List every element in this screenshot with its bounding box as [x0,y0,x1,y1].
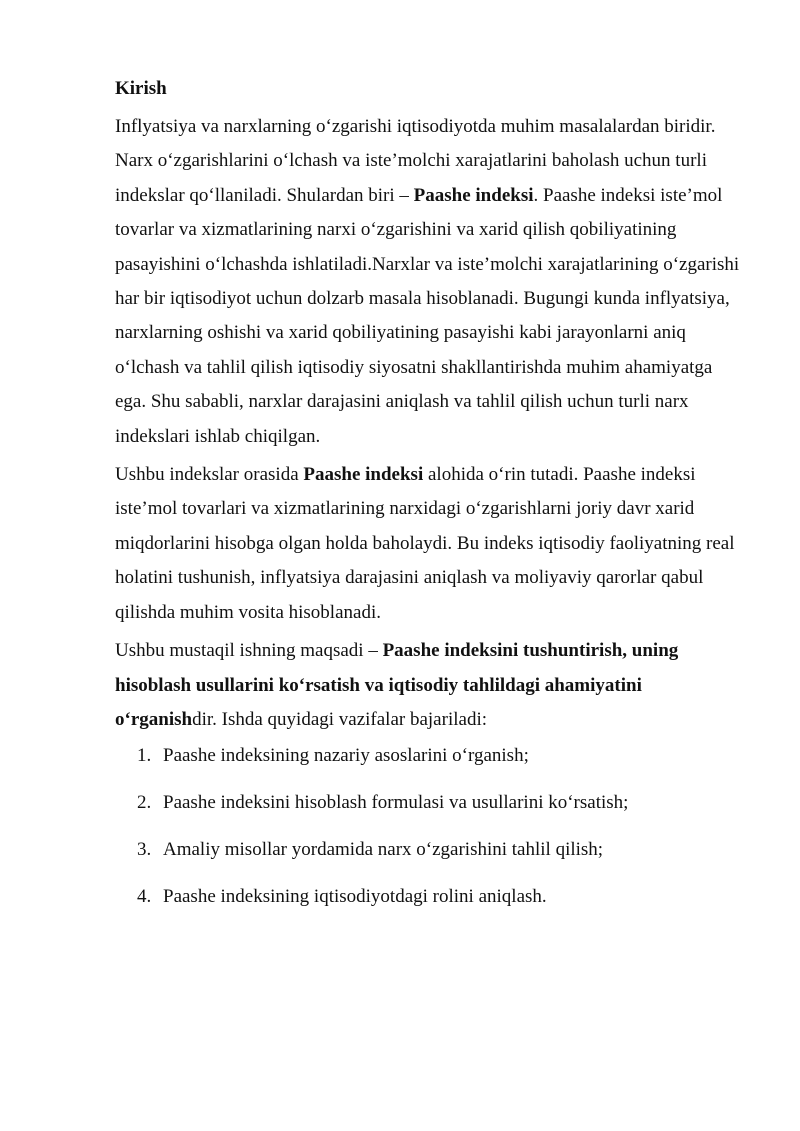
task-list [115,743,740,910]
paragraph-goal-text-end: dir. Ishda quyidagi vazifalar bajariladi: [192,708,487,730]
task-list-item [115,884,740,910]
task-list-item [115,743,740,769]
document-page [115,72,740,931]
paragraph-goal [115,634,740,737]
paragraph-intro-text-end: . Paashe indeksi iste’mol tovarlar va xizmatlarining narxi o‘zgarishini va xarid qilish qobiliyatining pasayishini o‘lchashda ishlatiladi.Narxlar va iste’molchi xarajatlarining o‘zgarishi har bir iqtisodiyot uchun dolzarb masala hisoblanadi. Bugungi kunda inflyatsiya, narxlarning oshishi va xarid qobiliyatining pasayishi kabi jarayonlarni aniq o‘lchash va tahlil qilish iqtisodiy siyosatni shakllantirishda muhim ahamiyatga ega. Shu sababli, narxlar darajasini aniqlash va tahlil qilish uchun turli narx indekslari ishlab chiqilgan. [115,184,740,447]
task-text: Paashe indeksining iqtisodiyotdagi rolini aniqlash. [163,886,547,908]
task-number: 3. [137,839,152,861]
paragraph-paashe-emphasis: Paashe indeksi [303,464,424,486]
task-number: 4. [137,886,152,908]
paragraph-intro [115,110,740,454]
task-text: Paashe indeksini hisoblash formulasi va usullarini ko‘rsatish; [163,792,629,814]
paragraph-goal-emphasis: Paashe indeksini tushuntirish, uning hisoblash usullarini ko‘rsatish va iqtisodiy tahlildagi ahamiyatini o‘rganish [115,640,679,730]
task-number: 2. [137,792,152,814]
paragraph-paashe-text-end: alohida o‘rin tutadi. Paashe indeksi iste’mol tovarlari va xizmatlarining narxidagi o‘zgarishlarni joriy davr xarid miqdorlarini hisobga olgan holda baholaydi. Bu indeks iqtisodiy faoliyatning real holatini tushunish, inflyatsiya darajasini aniqlash va moliyaviy qarorlar qabul qilishda muhim vosita hisoblanadi. [115,464,735,623]
task-list-item [115,790,740,816]
paragraph-paashe-text-start: Ushbu indekslar orasida [115,464,304,486]
paragraph-intro-text-start: Inflyatsiya va narxlarning o‘zgarishi iqtisodiyotda muhim masalalardan biridir. Narx o‘zgarishlarini o‘lchash va iste’molchi xarajatlarini baholash uchun turli indekslar qo‘llaniladi. Shulardan biri – [115,116,716,206]
paragraph-intro-emphasis: Paashe indeksi [413,184,534,206]
task-text: Amaliy misollar yordamida narx o‘zgarishini tahlil qilish; [163,839,604,861]
paragraph-paashe [115,458,740,630]
task-list-item [115,837,740,863]
task-number: 1. [137,745,152,767]
task-text: Paashe indeksining nazariy asoslarini o‘rganish; [163,745,529,767]
section-heading: Kirish [115,78,167,99]
paragraph-goal-text-start: Ushbu mustaqil ishning maqsadi – [115,640,383,662]
